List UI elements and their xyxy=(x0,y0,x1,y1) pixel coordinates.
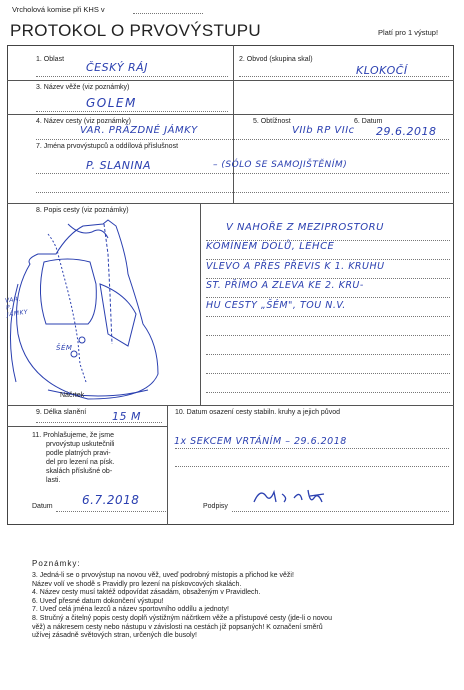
field-date-value: 29.6.2018 xyxy=(376,125,437,138)
field-rings-label: 10. Datum osazení cesty stabiln. kruhy a jejich původ xyxy=(175,409,340,416)
declaration-line: prvovýstup uskutečnili xyxy=(46,441,115,448)
notes-heading: Poznámky: xyxy=(32,559,81,568)
field-district-value: KLOKOČÍ xyxy=(356,64,408,77)
field-route-value: VAR. PRÁZDNÉ JÁMKY xyxy=(80,125,198,136)
field-abseil-label: 9. Délka slanění xyxy=(36,409,87,416)
field-climbers-line-2 xyxy=(36,192,449,193)
description-line: KOMÍNEM DOLŮ, LEHCE xyxy=(206,241,335,252)
date-line xyxy=(56,511,166,512)
sketch-gully xyxy=(68,224,108,238)
field-abseil-line xyxy=(36,422,162,423)
field-rings-value: 1x SEKCEM VRTÁNÍM – 29.6.2018 xyxy=(174,436,347,447)
row-divider-5 xyxy=(7,426,167,427)
notes-item: 3. Jedná-li se o prvovýstup na novou věž, uveď podrobný místopis a přichod ke věži! xyxy=(32,572,294,579)
row9-divider xyxy=(167,405,168,525)
route-sketch xyxy=(8,214,198,404)
field-climbers-line-1 xyxy=(36,173,449,174)
field-district-label: 2. Obvod (skupina skal) xyxy=(239,56,313,63)
field-district-line xyxy=(239,76,449,77)
notes-item: 6. Uveď přesné datum dokončení výstupu! xyxy=(32,597,164,605)
desc-line-8 xyxy=(206,373,450,374)
notes-section xyxy=(32,559,332,641)
declaration-text xyxy=(32,431,115,485)
description-line: V NAHOŘE Z MEZIPROSTORU xyxy=(226,222,384,233)
row-divider-4 xyxy=(7,405,454,406)
desc-line-1 xyxy=(206,240,450,241)
desc-line-3 xyxy=(206,278,450,279)
field-climbers-value: P. SLANINA xyxy=(86,159,151,172)
field-grade-value: VIIb RP VIIc xyxy=(292,125,355,136)
frame-divider-top xyxy=(233,45,234,203)
sketch-route-line xyxy=(48,234,86,382)
declaration-line: lasti. xyxy=(46,477,61,484)
field-climbers-label: 7. Jména prvovýstupců a oddílová příslušnost xyxy=(36,143,179,150)
field-date-label: 6. Datum xyxy=(354,118,383,125)
field-description-label: 8. Popis cesty (viz poznámky) xyxy=(36,207,129,214)
sketch-tower-outline xyxy=(17,220,159,399)
field-area-label: 1. Oblast xyxy=(36,56,65,63)
field-tower-line xyxy=(36,111,228,112)
sketch-divider xyxy=(200,203,201,405)
desc-line-4 xyxy=(206,297,450,298)
sketch-label: Náčrtek xyxy=(60,392,85,399)
field-route-label: 4. Název cesty (viz poznámky) xyxy=(36,118,131,125)
desc-line-2 xyxy=(206,259,450,260)
desc-line-6 xyxy=(206,335,450,336)
notes-item: 7. Uveď celá jména lezců a název sportovního oddílu a jednoty! xyxy=(32,606,229,614)
signature-line xyxy=(232,511,449,512)
notes-item: Název volí ve shodě s Pravidly pro lezení na pískovcových skalách. xyxy=(32,580,242,588)
field-rings-line-1 xyxy=(175,448,449,449)
sketch-var-label: VAR. P. JÁMKY xyxy=(4,295,29,319)
declaration-line: skalách příslušné ob- xyxy=(46,468,113,475)
row-divider-3 xyxy=(7,203,454,204)
notes-item: 4. Název cesty musí taktéž odpovídat zásadám, obsaženým v Pravidlech. xyxy=(32,589,261,597)
field-abseil-value: 15 M xyxy=(112,410,141,423)
row-divider-1 xyxy=(7,80,454,81)
notes-item: věž) a nákresem cesty nebo nástupu v závislosti na cestách již popsaných! K označení směrů xyxy=(32,623,323,631)
date-label: Datum xyxy=(32,503,53,510)
description-line: ST. PŘÍMO A ZLEVA KE 2. KRU- xyxy=(206,280,364,291)
desc-line-5 xyxy=(206,316,450,317)
row-divider-2 xyxy=(7,114,454,115)
field-rings-line-2 xyxy=(175,466,449,467)
sketch-block-2 xyxy=(100,284,136,346)
signature-image xyxy=(250,484,330,508)
field-tower-label: 3. Název věže (viz poznámky) xyxy=(36,84,130,91)
description-line: VLEVO A PŘES PŘEVIS K 1. KRUHU xyxy=(206,261,385,272)
date-value: 6.7.2018 xyxy=(82,493,140,507)
sketch-sem-label: ŠÉM xyxy=(56,344,73,352)
valid-for-note: Platí pro 1 výstup! xyxy=(378,28,439,37)
field-area-line xyxy=(36,76,228,77)
field-area-value: ČESKÝ RÁJ xyxy=(86,61,148,74)
notes-item: užívej zásadně světových stran, určených dle busoly! xyxy=(32,632,197,640)
declaration-line: del pro lezení na písk. xyxy=(46,459,115,466)
declaration-line: podle platných pravi- xyxy=(46,450,111,457)
field-route-line xyxy=(36,139,449,140)
sketch-ring-2 xyxy=(79,337,85,343)
field-climbers-note: – (SÓLO SE SAMOJIŠTĚNÍM) xyxy=(213,160,348,170)
commission-label: Vrcholová komise při KHS v xyxy=(12,5,105,14)
description-line: HU CESTY „ŠÉM", TOU N.V. xyxy=(206,300,346,311)
page-title: PROTOKOL O PRVOVÝSTUPU xyxy=(10,21,261,40)
notes-item: 8. Stručný a čitelný popis cesty doplň výstižným náčrtkem věže a přístupové cesty (jde-li o novou xyxy=(32,614,332,622)
signature-label: Podpisy xyxy=(203,503,228,510)
field-grade-label: 5. Obtížnost xyxy=(253,118,291,125)
desc-line-7 xyxy=(206,354,450,355)
field-tower-value: GOLEM xyxy=(86,96,137,110)
sketch-route-2 xyxy=(104,224,112,344)
commission-line xyxy=(133,13,203,14)
desc-line-9 xyxy=(206,392,450,393)
declaration-line: 11. Prohlašujeme, že jsme xyxy=(32,432,114,439)
